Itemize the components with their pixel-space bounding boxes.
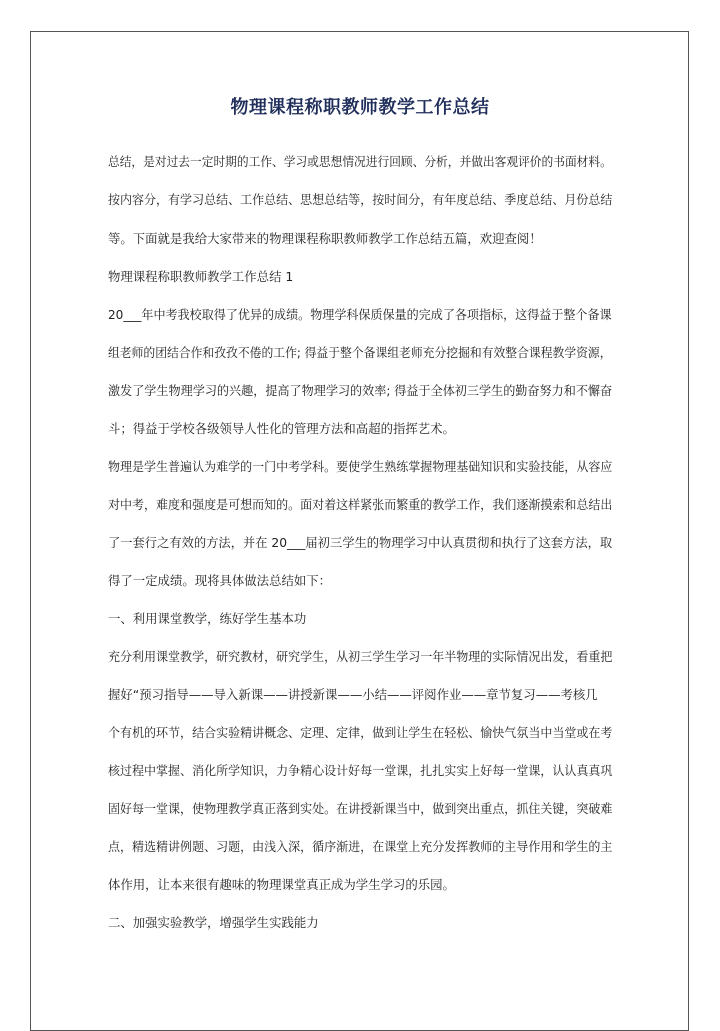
paragraph-3-line-5: 固好每一堂课，使物理教学真正落到实处。在讲授新课当中，做到突出重点，抓住关键，突破难 <box>108 801 613 816</box>
paragraph-3-line-6: 点，精选精讲例题、习题，由浅入深，循序渐进，在课堂上充分发挥教师的主导作用和学生的主 <box>108 839 613 854</box>
intro-line-1: 总结，是对过去一定时期的工作、学习或思想情况进行回顾、分析，并做出客观评价的书面材料。 <box>108 154 612 169</box>
paragraph-2-line-3: 了一套行之有效的方法，并在 20___届初三学生的物理学习中认真贯彻和执行了这套方法，取 <box>108 535 613 550</box>
paragraph-3-line-7: 体作用，让本来很有趣味的物理课堂真正成为学生学习的乐园。 <box>108 877 455 892</box>
paragraph-3-line-2: 握好“预习指导——导入新课——讲授新课——小结——评阅作业——章节复习——考核几 <box>108 687 598 702</box>
document-title: 物理课程称职教师教学工作总结 <box>230 97 490 118</box>
paragraph-1-line-1: 20___年中考我校取得了优异的成绩。物理学科保质保量的完成了各项指标，这得益于整个备课 <box>108 307 612 322</box>
subheading-2: 二、加强实验教学，增强学生实践能力 <box>108 915 319 930</box>
intro-line-3: 等。下面就是我给大家带来的物理课程称职教师教学工作总结五篇，欢迎查阅！ <box>108 231 542 246</box>
paragraph-2-line-2: 对中考，难度和强度是可想而知的。面对着这样紧张而繁重的教学工作，我们逐渐摸索和总结出 <box>108 497 613 512</box>
paragraph-2-line-1: 物理是学生普遍认为难学的一门中考学科。要使学生熟练掌握物理基础知识和实验技能，从容应 <box>108 459 613 474</box>
paragraph-3-line-3: 个有机的环节，结合实验精讲概念、定理、定律，做到让学生在轻松、愉快气氛当中当堂或在考 <box>108 725 613 740</box>
paragraph-3-line-4: 核过程中掌握、消化所学知识，力争精心设计好每一堂课，扎扎实实上好每一堂课，认认真真巩 <box>108 763 613 778</box>
subheading-1: 一、利用课堂教学，练好学生基本功 <box>108 611 307 626</box>
paragraph-2-line-4: 得了一定成绩。现将具体做法总结如下： <box>108 573 332 588</box>
paragraph-3-line-1: 充分利用课堂教学，研究教材，研究学生，从初三学生学习一年半物理的实际情况出发，看重把 <box>108 649 613 664</box>
paragraph-1-line-2: 组老师的团结合作和孜孜不倦的工作; 得益于整个备课组老师充分挖掘和有效整合课程教学资源， <box>108 345 612 360</box>
paragraph-1-line-3: 激发了学生物理学习的兴趣，提高了物理学习的效率; 得益于全体初三学生的勤奋努力和不懈奋 <box>108 383 613 398</box>
paragraph-1-line-4: 斗；得益于学校各级领导人性化的管理方法和高超的指挥艺术。 <box>108 421 455 436</box>
section-heading-1: 物理课程称职教师教学工作总结 1 <box>108 269 294 284</box>
intro-line-2: 按内容分，有学习总结、工作总结、思想总结等，按时间分，有年度总结、季度总结、月份总结 <box>108 192 613 207</box>
